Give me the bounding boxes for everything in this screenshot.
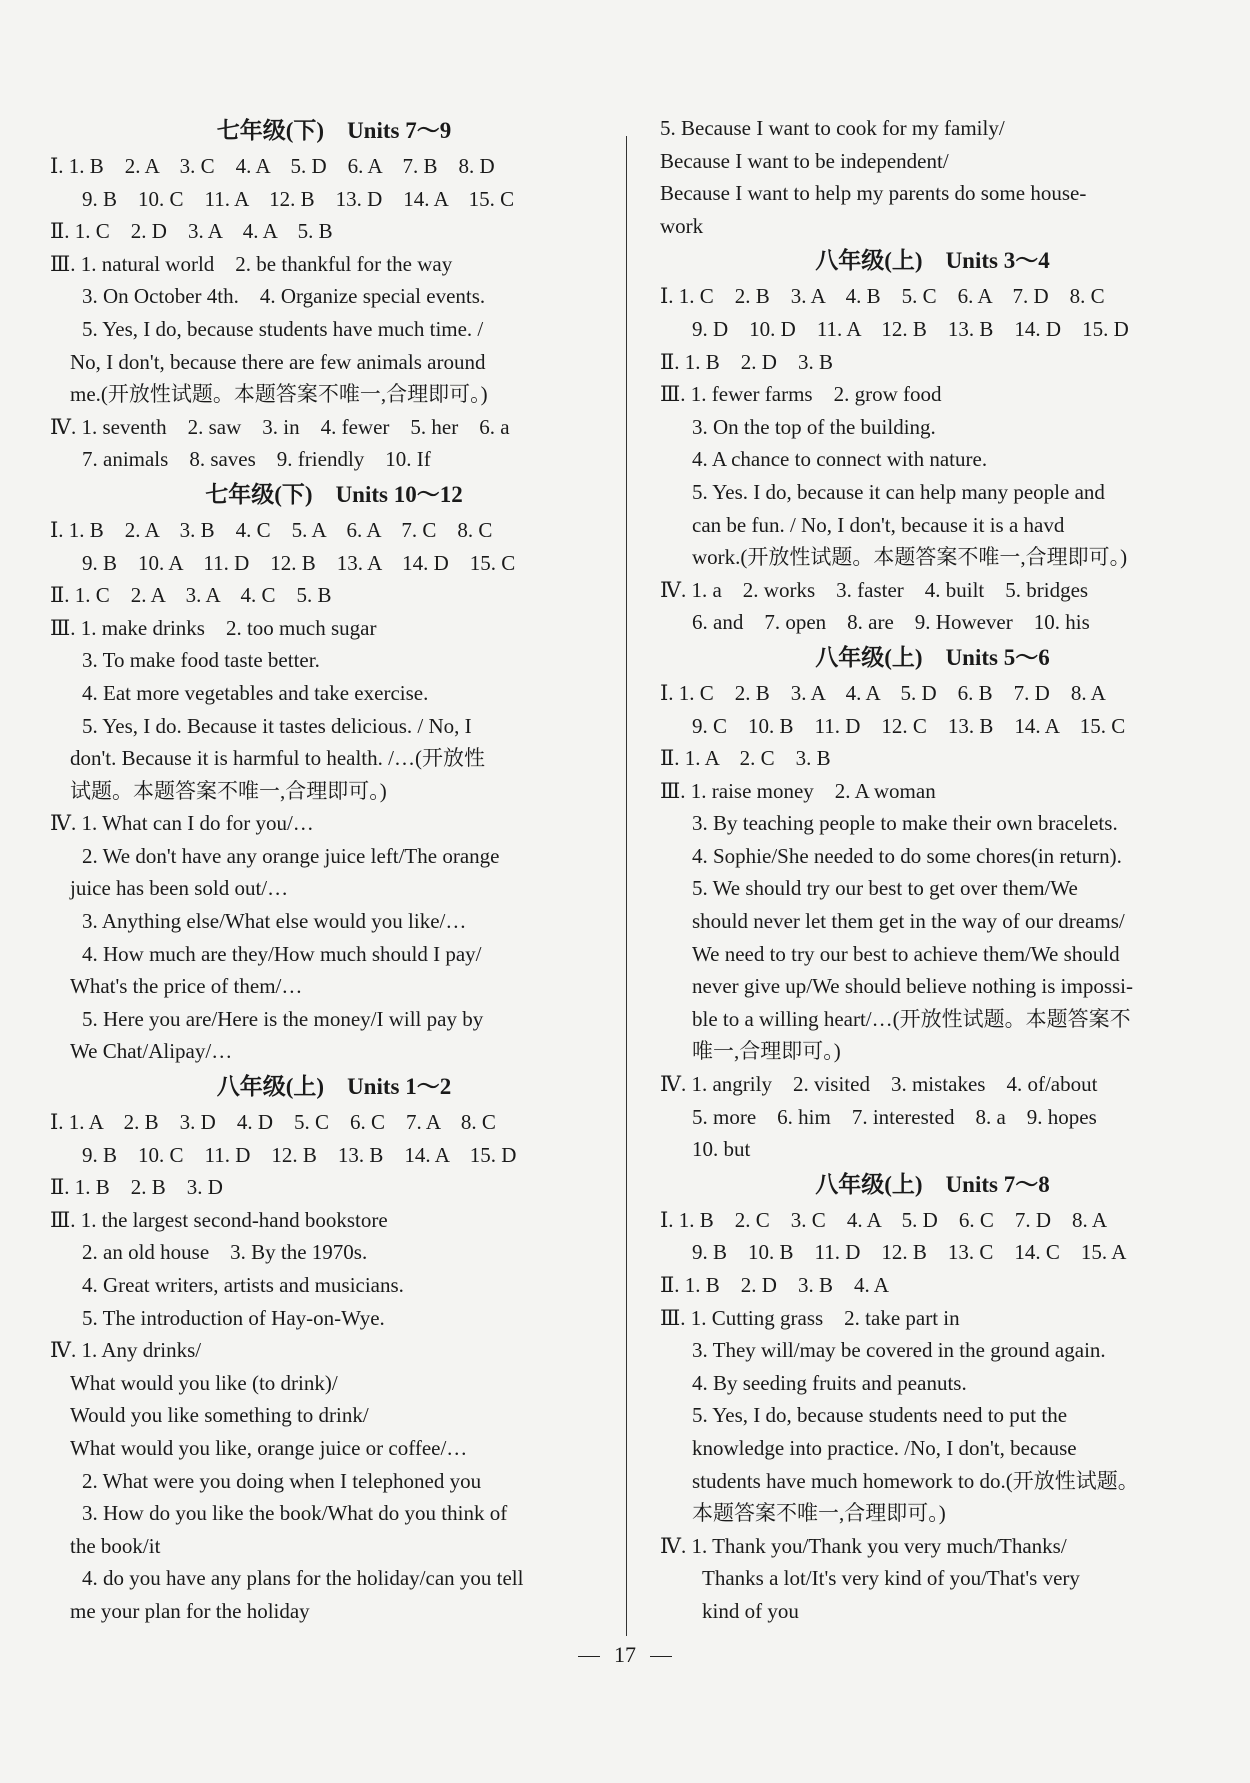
answer-line: What's the price of them/… (70, 974, 303, 999)
answer-line: 5. Yes, I do. Because it tastes delicious. / No, I (82, 713, 472, 738)
left-column (50, 112, 618, 1628)
answer-line: 9. B 10. C 11. A 12. B 13. D 14. A 15. C (82, 186, 515, 211)
answer-line: the book/it (70, 1533, 161, 1558)
answer-line: 9. C 10. B 11. D 12. C 13. B 14. A 15. C (692, 713, 1126, 738)
section-heading: 八年级(上) Units 1～2 (216, 1074, 452, 1100)
answer-line: 4. How much are they/How much should I pay/ (82, 941, 482, 966)
right-column (660, 112, 1205, 1628)
answer-line: 5. Because I want to cook for my family/ (660, 116, 1005, 140)
footer-dash-right (650, 1656, 672, 1657)
answer-line: 2. We don't have any orange juice left/The orange (82, 843, 500, 868)
answer-line: 唯一,合理即可。) (692, 1039, 841, 1064)
answer-line: Ⅰ. 1. B 2. A 3. C 4. A 5. D 6. A 7. B 8. D (50, 154, 495, 178)
answer-line: Ⅱ. 1. B 2. D 3. B 4. A (660, 1273, 889, 1297)
answer-line: can be fun. / No, I don't, because it is a havd (692, 512, 1065, 537)
footer-dash-left (578, 1656, 600, 1657)
answer-line: Ⅳ. 1. angrily 2. visited 3. mistakes 4. of/about (660, 1072, 1098, 1097)
answer-line: 试题。本题答案不唯一,合理即可。) (70, 778, 387, 803)
answer-line: Ⅱ. 1. B 2. D 3. B (660, 349, 833, 374)
answer-line: We need to try our best to achieve them/We should (692, 941, 1120, 966)
answer-line: Ⅳ. 1. Any drinks/ (50, 1338, 202, 1363)
answer-line: Ⅳ. 1. a 2. works 3. faster 4. built 5. bridges (660, 577, 1089, 602)
answer-line: 9. B 10. A 11. D 12. B 13. A 14. D 15. C (82, 550, 516, 575)
answer-line: 5. The introduction of Hay-on-Wye. (82, 1305, 385, 1330)
answer-line: Ⅰ. 1. C 2. B 3. A 4. B 5. C 6. A 7. D 8. C (660, 284, 1105, 309)
page-number: 17 (614, 1642, 636, 1667)
answer-line: Ⅲ. 1. Cutting grass 2. take part in (660, 1305, 960, 1330)
answer-line: juice has been sold out/… (70, 876, 289, 901)
answer-line: 4. Eat more vegetables and take exercise. (82, 680, 429, 705)
answer-line: don't. Because it is harmful to health. /…(开放性 (70, 746, 485, 771)
answer-line: 3. Anything else/What else would you like/… (82, 909, 467, 934)
answer-line: 5. more 6. him 7. interested 8. a 9. hopes (692, 1104, 1097, 1129)
answer-line: 本题答案不唯一,合理即可。) (692, 1501, 946, 1526)
answer-line: Ⅲ. 1. natural world 2. be thankful for the way (50, 251, 453, 276)
section-heading: 七年级(下) Units 10～12 (205, 481, 463, 507)
answer-line: Ⅲ. 1. make drinks 2. too much sugar (50, 615, 377, 640)
answer-line: Ⅱ. 1. C 2. A 3. A 4. C 5. B (50, 583, 332, 608)
answer-line: 3. They will/may be covered in the ground again. (692, 1338, 1106, 1363)
answer-line: 4. A chance to connect with nature. (692, 447, 988, 472)
answer-line: 4. Great writers, artists and musicians. (82, 1273, 404, 1297)
answer-line: 4. Sophie/She needed to do some chores(in return). (692, 843, 1122, 868)
answer-line: 2. an old house 3. By the 1970s. (82, 1240, 368, 1265)
answer-line: students have much homework to do.(开放性试题。 (692, 1468, 1139, 1493)
column-divider (626, 136, 627, 1636)
answer-line: Ⅰ. 1. B 2. A 3. B 4. C 5. A 6. A 7. C 8. C (50, 517, 493, 542)
answer-line: 4. By seeding fruits and peanuts. (692, 1370, 967, 1395)
answer-line: 5. Yes, I do, because students have much time. / (82, 316, 484, 341)
answer-line: Ⅲ. 1. the largest second-hand bookstore (50, 1207, 388, 1232)
section-heading: 八年级(上) Units 5～6 (815, 644, 1050, 670)
answer-line: 5. Yes. I do, because it can help many people and (692, 479, 1105, 504)
answer-line: Thanks a lot/It's very kind of you/That's very (702, 1566, 1080, 1591)
page-footer (0, 1642, 1250, 1668)
answer-line: ble to a willing heart/…(开放性试题。本题答案不 (692, 1006, 1131, 1031)
answer-line: 3. On the top of the building. (692, 414, 936, 439)
answer-line: What would you like, orange juice or coffee/… (70, 1435, 468, 1460)
answer-line: Ⅰ. 1. B 2. C 3. C 4. A 5. D 6. C 7. D 8. A (660, 1207, 1108, 1232)
answer-line: What would you like (to drink)/ (70, 1370, 338, 1395)
answer-line: work (660, 213, 704, 238)
section-heading: 八年级(上) Units 7～8 (815, 1171, 1050, 1197)
answer-line: work.(开放性试题。本题答案不唯一,合理即可。) (692, 545, 1128, 570)
answer-line: me.(开放性试题。本题答案不唯一,合理即可。) (70, 382, 488, 407)
answer-line: Ⅳ. 1. What can I do for you/… (50, 811, 314, 836)
answer-line: Ⅰ. 1. A 2. B 3. D 4. D 5. C 6. C 7. A 8. C (50, 1110, 496, 1135)
answer-line: Ⅱ. 1. A 2. C 3. B (660, 746, 831, 771)
answer-line: 3. On October 4th. 4. Organize special events. (82, 284, 486, 309)
answer-line: 4. do you have any plans for the holiday/can you tell (82, 1566, 524, 1591)
section-heading: 八年级(上) Units 3～4 (815, 248, 1050, 274)
answer-line: me your plan for the holiday (70, 1598, 310, 1623)
answer-line: 7. animals 8. saves 9. friendly 10. If (82, 447, 431, 472)
answer-line: Ⅲ. 1. raise money 2. A woman (660, 778, 936, 803)
answer-line: Ⅳ. 1. seventh 2. saw 3. in 4. fewer 5. her 6. a (50, 414, 510, 439)
answer-line: 10. but (692, 1137, 751, 1162)
section-heading: 七年级(下) Units 7～9 (216, 118, 452, 143)
answer-line: 3. To make food taste better. (82, 648, 320, 673)
answer-line: Ⅱ. 1. C 2. D 3. A 4. A 5. B (50, 219, 333, 244)
answer-line: kind of you (702, 1598, 799, 1623)
answer-line: 2. What were you doing when I telephoned you (82, 1468, 482, 1493)
answer-line: 9. B 10. B 11. D 12. B 13. C 14. C 15. A (692, 1240, 1127, 1265)
answer-line: Because I want to be independent/ (660, 148, 949, 173)
answer-line: No, I don't, because there are few animals around (70, 349, 486, 374)
answer-line: 3. By teaching people to make their own bracelets. (692, 811, 1118, 836)
answer-line: 5. Here you are/Here is the money/I will pay by (82, 1006, 484, 1031)
answer-line: Ⅰ. 1. C 2. B 3. A 4. A 5. D 6. B 7. D 8. A (660, 680, 1106, 705)
answer-line: should never let them get in the way of our dreams/ (692, 909, 1125, 934)
answer-line: Ⅳ. 1. Thank you/Thank you very much/Thanks/ (660, 1533, 1067, 1558)
answer-line: Ⅱ. 1. B 2. B 3. D (50, 1175, 223, 1200)
answer-line: 6. and 7. open 8. are 9. However 10. his (692, 610, 1090, 635)
answer-line: knowledge into practice. /No, I don't, because (692, 1435, 1077, 1460)
answer-line: 9. D 10. D 11. A 12. B 13. B 14. D 15. D (692, 316, 1129, 341)
answer-line: Ⅲ. 1. fewer farms 2. grow food (660, 382, 942, 407)
answer-line: never give up/We should believe nothing is impossi- (692, 974, 1133, 999)
answer-line: 5. Yes, I do, because students need to put the (692, 1403, 1068, 1428)
answer-line: 9. B 10. C 11. D 12. B 13. B 14. A 15. D (82, 1142, 517, 1167)
answer-line: 5. We should try our best to get over them/We (692, 876, 1078, 901)
answer-line: Would you like something to drink/ (70, 1403, 369, 1428)
answer-line: We Chat/Alipay/… (70, 1039, 233, 1064)
answer-line: 3. How do you like the book/What do you think of (82, 1501, 508, 1526)
answer-line: Because I want to help my parents do some house- (660, 181, 1087, 206)
